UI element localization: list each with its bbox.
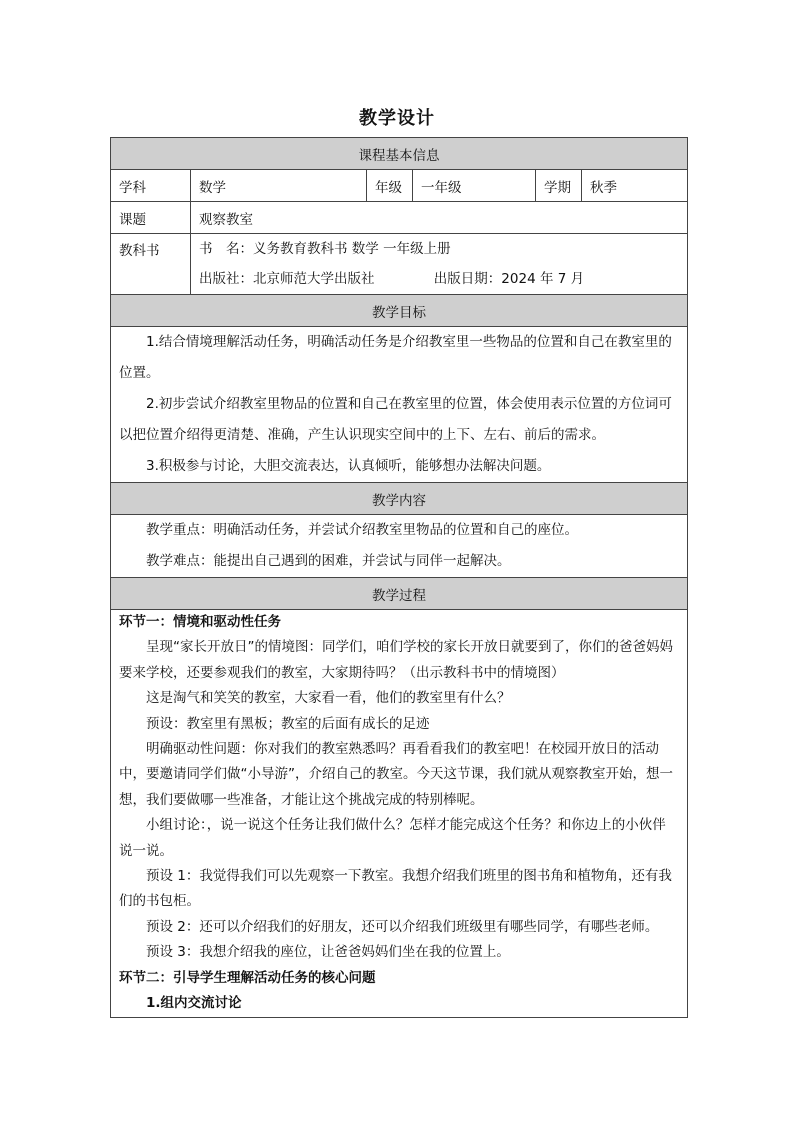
content-row [111,515,688,578]
book-name: 书 名：义务教育教科书 数学 一年级上册 [199,241,451,257]
stage-two-title: 环节二：引导学生理解活动任务的核心问题 [119,969,376,986]
section-header-process [111,578,688,610]
process-paragraph: 呈现“家长开放日”的情境图：同学们，咱们学校的家长开放日就要到了，你们的爸爸妈妈要来学校，还要参观我们的教室，大家期待吗？（出示教科书中的情境图） [119,639,673,681]
stage-one-title: 环节一：情境和驱动性任务 [119,614,281,630]
grade-label: 年级 [367,170,413,202]
subject-row [111,170,688,202]
process-paragraph: 小组讨论：，说一说这个任务让我们做什么？怎样才能完成这个任务？和你边上的小伙伴说一说。 [119,817,666,859]
content-cell [111,515,688,578]
process-paragraph: 明确驱动性问题：你对我们的教室熟悉吗？再看看我们的教室吧！在校园开放日的活动中，要邀请同学们做“小导游”，介绍自己的教室。今天这节课，我们就从观察教室开始，想一想，我们要做哪一些准备，才能让这个挑战完成的特别棒呢。 [119,741,673,808]
textbook-label: 教科书 [111,234,191,295]
lesson-plan-table [110,137,688,1018]
publish-date: 出版日期：2024 年 7 月 [433,271,585,287]
sub-step-title: 1.组内交流讨论 [146,995,242,1012]
section-title: 教学内容 [111,483,688,515]
process-cell [111,610,688,1018]
process-paragraph: 这是淘气和笑笑的教室，大家看一看，他们的教室里有什么？ [146,690,511,707]
key-point: 教学重点：明确活动任务，并尝试介绍教室里物品的位置和自己的座位。 [146,522,578,538]
document-title: 教学设计 [359,108,435,129]
textbook-row [111,234,688,295]
objective-item: 3.积极参与讨论，大胆交流表达，认真倾听，能够想办法解决问题。 [146,458,551,474]
process-paragraph: 预设 2：还可以介绍我们的好朋友，还可以介绍我们班级里有哪些同学，有哪些老师。 [146,918,659,935]
objective-item: 2.初步尝试介绍教室里物品的位置和自己在教室里的位置，体会使用表示位置的方位词可以把位置介绍得更清楚、准确，产生认识现实空间中的上下、左右、前后的需求。 [119,396,672,443]
section-title: 教学目标 [111,295,688,327]
difficult-point: 教学难点：能提出自己遇到的困难，并尝试与同伴一起解决。 [146,553,511,569]
topic-row [111,202,688,234]
section-header-basic-info [111,138,688,170]
textbook-details [191,234,688,295]
grade-value: 一年级 [413,170,536,202]
process-paragraph: 预设 3：我想介绍我的座位，让爸爸妈妈们坐在我的位置上。 [146,944,510,961]
term-label: 学期 [536,170,582,202]
section-title: 教学过程 [111,578,688,610]
term-value: 秋季 [582,170,688,202]
section-header-objectives [111,295,688,327]
topic-value: 观察教室 [191,202,688,234]
process-paragraph: 预设 1：我觉得我们可以先观察一下教室。我想介绍我们班里的图书角和植物角，还有我们的书包柜。 [119,868,672,910]
section-title: 课程基本信息 [111,138,688,170]
book-publisher-line [199,264,679,294]
objective-item: 1.结合情境理解活动任务，明确活动任务是介绍教室里一些物品的位置和自己在教室里的位置。 [119,334,672,381]
objectives-row [111,327,688,483]
objectives-cell [111,327,688,483]
topic-label: 课题 [111,202,191,234]
subject-value: 数学 [191,170,367,202]
subject-label: 学科 [111,170,191,202]
section-header-content [111,483,688,515]
process-row [111,610,688,1018]
publisher: 出版社：北京师范大学出版社 [199,271,375,287]
process-paragraph: 预设：教室里有黑板；教室的后面有成长的足迹 [146,715,430,732]
